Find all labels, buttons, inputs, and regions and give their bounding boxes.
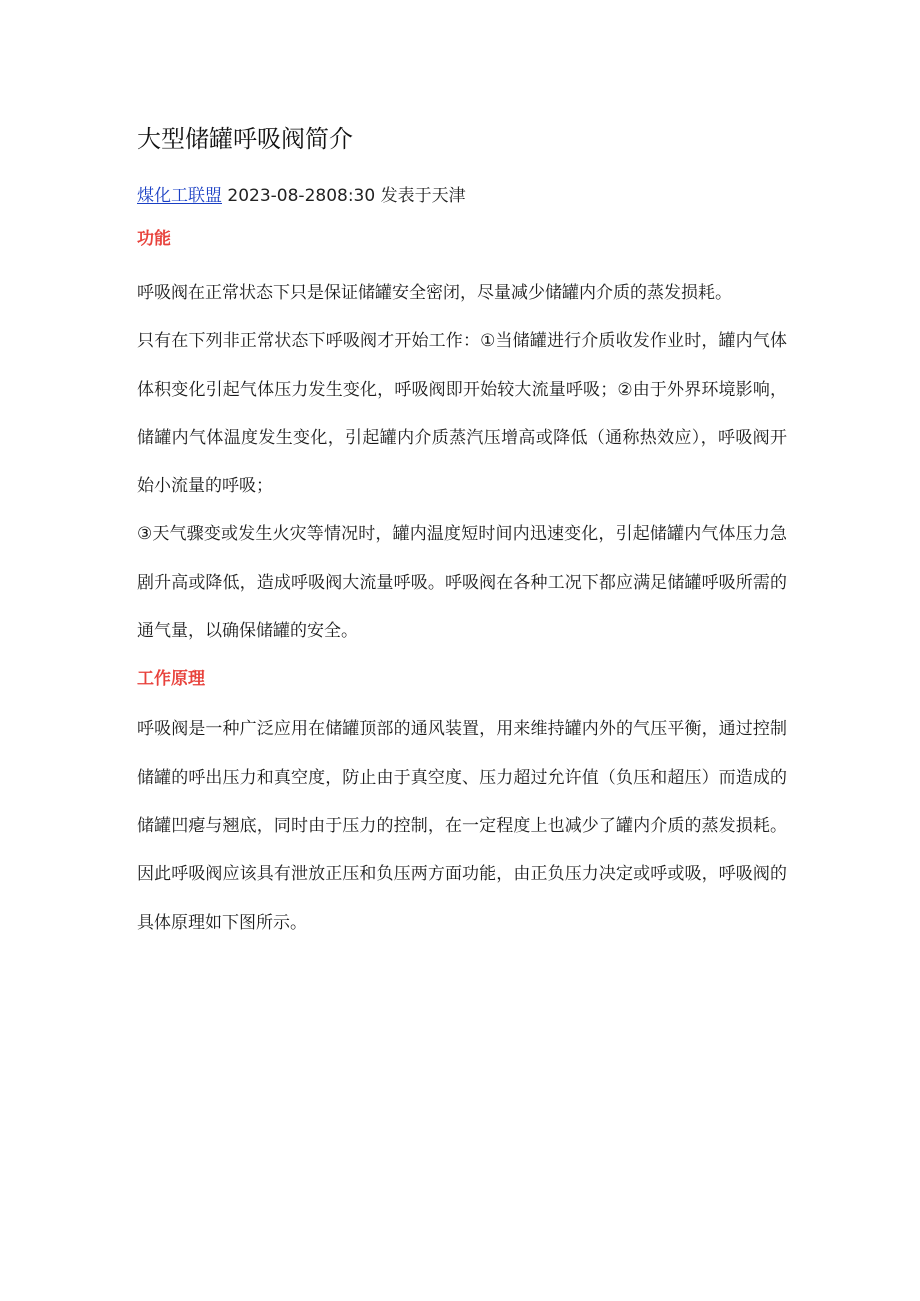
author-link[interactable]: 煤化工联盟 <box>137 186 222 206</box>
section-heading-principle: 工作原理 <box>137 669 205 690</box>
publish-timestamp: 2023-08-2808:30 <box>227 186 376 206</box>
paragraph: 呼吸阀在正常状态下只是保证储罐安全密闭，尽量减少储罐内介质的蒸发损耗。 <box>137 283 732 303</box>
paragraph: ③天气骤变或发生火灾等情况时，罐内温度短时间内迅速变化，引起储罐内气体压力急剧升高或降低，造成呼吸阀大流量呼吸。呼吸阀在各种工况下都应满足储罐呼吸所需的通气量，以确保储罐的安全。 <box>137 524 787 642</box>
publish-location: 发表于天津 <box>380 186 466 206</box>
paragraph: 呼吸阀是一种广泛应用在储罐顶部的通风装置，用来维持罐内外的气压平衡，通过控制储罐的呼出压力和真空度，防止由于真空度、压力超过允许值（负压和超压）而造成的储罐凹瘪与翘底，同时由于压力的控制，在一定程度上也减少了罐内介质的蒸发损耗。因此呼吸阀应该具有泄放正压和负压两方面功能，由正负压力决定或呼或吸，呼吸阀的具体原理如下图所示。 <box>137 719 787 933</box>
paragraph: 只有在下列非正常状态下呼吸阀才开始工作：①当储罐进行介质收发作业时，罐内气体体积变化引起气体压力发生变化，呼吸阀即开始较大流量呼吸；②由于外界环境影响，储罐内气体温度发生变化，引起罐内介质蒸汽压增高或降低（通称热效应），呼吸阀开始小流量的呼吸； <box>137 331 787 497</box>
article-title: 大型储罐呼吸阀简介 <box>137 125 353 153</box>
article <box>137 122 787 947</box>
article-meta <box>137 184 787 208</box>
section-heading-function: 功能 <box>137 229 171 249</box>
